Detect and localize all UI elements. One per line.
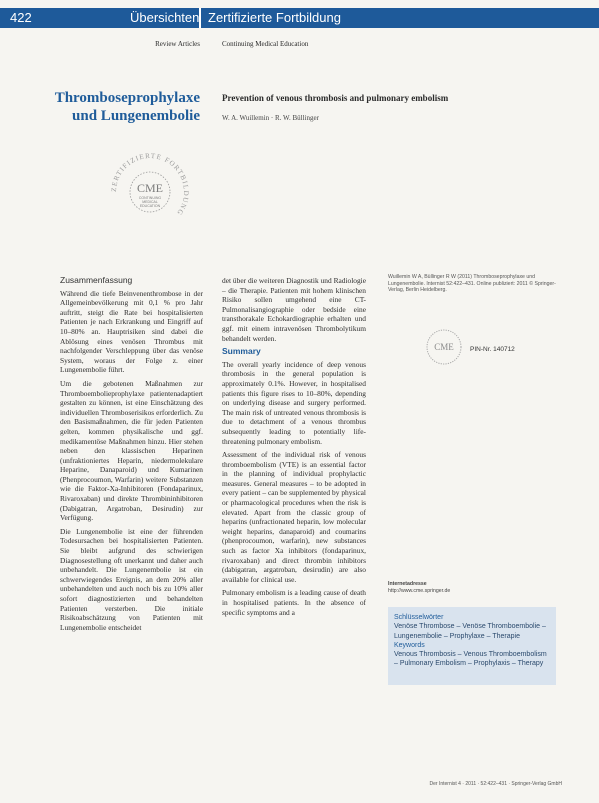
svg-text:MEDICAL: MEDICAL: [142, 200, 158, 204]
paragraph: Während die tiefe Beinvenenthrombose in der Allgemeinbevölkerung mit 0,1 % pro Jahr auftritt, steigt die Rate bei hospitalisierten Patienten je nach Erkrankung und Eingriff auf 10–80% an. Hauptrisiken sind dabei die Ablösung eines venösen Thrombus mit nachfolgender Verschleppung über das venöse System, woraus der Folge z. einer Lungenembolie führt.: [60, 288, 203, 375]
subheader-left: Review Articles: [155, 40, 200, 48]
summary-english-column: [222, 276, 366, 621]
internet-address: [388, 581, 450, 595]
section-label: Übersichten: [130, 10, 200, 25]
header-divider: [199, 8, 201, 28]
header-bar: [0, 8, 599, 28]
page-number: 422: [10, 10, 32, 25]
svg-text:EDUCATION: EDUCATION: [139, 204, 161, 208]
pin-number: PIN-Nr. 140712: [470, 346, 515, 353]
cme-seal-logo: [108, 150, 192, 234]
keywords-de-heading: Schlüsselwörter: [394, 614, 444, 621]
keywords-box: [388, 607, 556, 685]
paragraph: Pulmonary embolism is a leading cause of death in hospitalised patients. In the absence of specific symptoms and a: [222, 588, 366, 617]
internet-label: Internetadresse: [388, 581, 427, 587]
svg-text:ZERTIFIZIERTE FORTBILDUNG: ZERTIFIZIERTE FORTBILDUNG: [109, 151, 191, 218]
section-label-2: Zertifizierte Fortbildung: [208, 10, 341, 25]
summary-heading: Zusammenfassung: [60, 275, 133, 285]
summary-heading: Summary: [222, 346, 261, 357]
summary-german-column: [60, 276, 203, 636]
keywords-de-text: Venöse Thrombose – Venöse Thromboembolie – Lungenembolie – Prophylaxe – Therapie: [394, 623, 546, 640]
title-line-2: und Lungenembolie: [72, 108, 200, 124]
page-footer: Der Internist 4 · 2011 · 52:422–431 · Springer-Verlag GmbH: [429, 781, 562, 787]
cme-small-logo: [424, 327, 464, 367]
svg-text:CME: CME: [136, 181, 164, 195]
citation-note: Wuillemin W A, Büllinger R W (2011) Thromboseprophylaxe und Lungenembolie. Internist 52:422–431. Online publiziert: 2011 © Springer-Verlag, Berlin Heidelberg.: [388, 274, 556, 294]
paragraph: The overall yearly incidence of deep venous thrombosis in the general population is approximately 0.1%. However, in hospitalised patients this figure rises to 10–80%, depending on underlying disease and surgery performed. The main risk of untreated venous thrombosis is due to detachment of a venous thrombus subsequently leading to potentially life-threatening pulmonary embolism.: [222, 359, 366, 446]
paragraph: det über die weiteren Diagnostik und Radiologie – die Therapie. Patienten mit hohem klinischen Risiko sollen umgehend eine CT-Pulmonalisangiographie oder bedside eine transthorakale Echokardiographie erhalten und ggf. mit einem intravenösen Thrombolytikum behandelt werden.: [222, 276, 366, 343]
paragraph: Assessment of the individual risk of venous thromboembolism (VTE) is an essential factor in the planning of individual prophylactic measures. General measures – to be adopted in every patient – can be supplemented by physical or pharmacological procedures when the risk is elevated. Apart from the classic group of heparins (unfractionated heparin, low molecular weight heparins, danaparoid) and coumarins (phenprocoumon, warfarin), new substances such as factor Xa inhibitors (fondaparinux, rivaroxaban) and direct thrombin inhibitors (dabigatran, argatroban, desirudin) are also available for clinical use.: [222, 450, 366, 584]
svg-text:CONTINUING: CONTINUING: [138, 196, 162, 200]
authors: W. A. Wuillemin · R. W. Büllinger: [222, 114, 319, 122]
keywords-en-text: Venous Thrombosis – Venous Thromboembolism – Pulmonary Embolism – Prophylaxis – Therapy: [394, 651, 547, 668]
paragraph: Um die gebotenen Maßnahmen zur Thromboembolieprophylaxe patientenadaptiert gestalten zu können, ist eine Einschätzung des individuellen Thromboserisikos erforderlich. Zu den Basismaßnahmen, die für jeden Patienten gelten, kommen physikalische und ggf. medikamentöse Maßnahmen hinzu. Hier stehen neben den klassischen Heparinen (unfraktioniertes Heparin, niedermolekulare Heparine, Danaparoid) und Kumarinen (Phenprocoumon, Warfarin) weitere Substanzen wie die Faktor-Xa-Inhibitoren (Fondaparinux, Rivaroxaban) und direkte Thrombininhibitoren (Dabigatran, Argatroban, Desirudin) zur Verfügung.: [60, 378, 203, 523]
paragraph: Die Lungenembolie ist eine der führenden Todesursachen bei hospitalisierten Patienten. Sie bleibt aufgrund des schwierigen Diagnosestellung oft unerkannt und daher auch unbehandelt. Die Lungenembolie ist ein schwerwiegendes Ereignis, an dem 20% aller unbehandelten und auch noch bis zu 10% aller sofort diagnostizierten und behandelten Patienten versterben. Die initiale Risikoabschätzung von Patienten mit Lungenembolie entscheidet: [60, 526, 203, 632]
title-german: [20, 89, 200, 125]
svg-text:CME: CME: [434, 342, 454, 352]
internet-link[interactable]: http://www.cme.springer.de: [388, 588, 451, 594]
title-line-1: Thromboseprophylaxe: [54, 90, 200, 106]
title-english: Prevention of venous thrombosis and pulmonary embolism: [222, 93, 449, 103]
subheader-right: Continuing Medical Education: [222, 40, 309, 48]
keywords-en-heading: Keywords: [394, 641, 425, 649]
